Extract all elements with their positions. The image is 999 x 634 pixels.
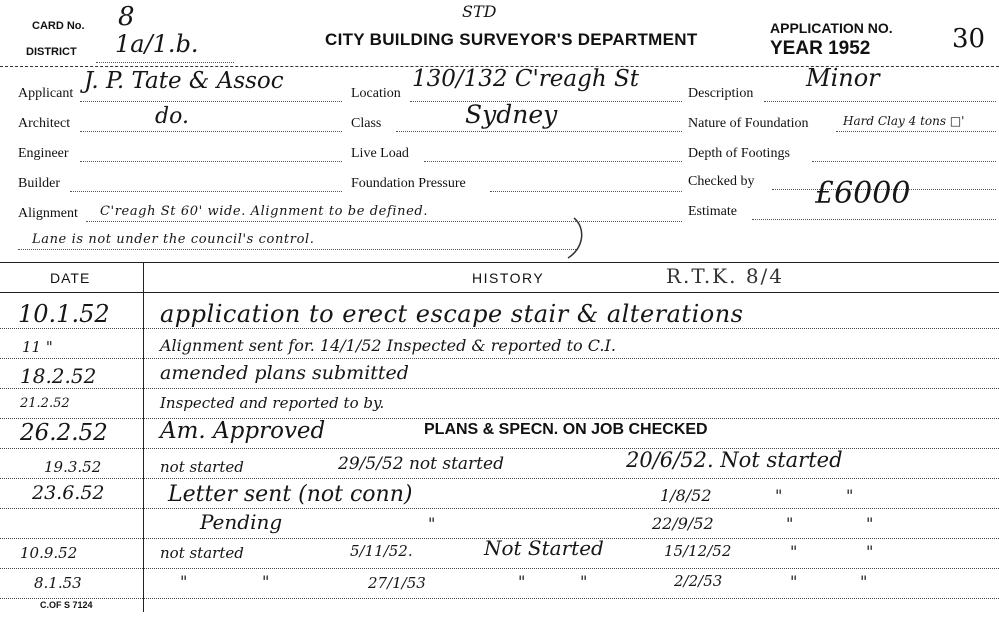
history-ditto: " — [775, 486, 783, 505]
class-label: Class — [351, 116, 382, 131]
estimate-label: Estimate — [688, 204, 737, 219]
history-entry: amended plans submitted — [160, 362, 409, 384]
location-value: 130/132 C'reagh St — [412, 66, 639, 92]
alignment-value: C'reagh St 60' wide. Alignment to be defined. — [100, 204, 429, 219]
history-date: 26.2.52 — [20, 420, 108, 446]
history-date: 10.9.52 — [20, 544, 78, 562]
application-label: APPLICATION NO. — [770, 20, 893, 36]
form-code: C.OF S 7124 — [40, 600, 93, 610]
row-separator — [0, 478, 999, 479]
history-date: 11 " — [22, 338, 53, 356]
year-label: YEAR 1952 — [770, 38, 871, 59]
history-entry: not started — [160, 458, 244, 476]
history-entry: 27/1/53 — [368, 574, 426, 592]
checked-by-value: £6000 — [815, 176, 911, 211]
history-entry: application to erect escape stair & alterations — [160, 300, 744, 328]
district-label: DISTRICT — [26, 46, 77, 58]
nature-dots — [836, 131, 996, 132]
history-entry: 2/2/53 — [674, 572, 723, 590]
history-ditto: " — [790, 572, 798, 591]
estimate-dots — [752, 219, 996, 220]
live-load-label: Live Load — [351, 146, 409, 161]
live-load-dots — [424, 161, 682, 162]
history-date: 21.2.52 — [20, 396, 70, 411]
row-separator — [0, 328, 999, 329]
history-date: 18.2.52 — [20, 364, 97, 388]
applicant-label: Applicant — [18, 86, 74, 101]
card-no-label: CARD No. — [32, 20, 85, 32]
history-date: 23.6.52 — [32, 482, 105, 504]
history-ditto: " — [262, 572, 270, 591]
builder-dots — [70, 191, 342, 192]
applicant-value: J. P. Tate & Assoc — [84, 68, 284, 94]
applicant-dots — [80, 101, 342, 102]
history-ditto: " — [518, 572, 526, 591]
foundation-pressure-label: Foundation Pressure — [351, 176, 466, 191]
architect-value: do. — [155, 104, 189, 129]
history-entry: Letter sent (not conn) — [168, 482, 413, 507]
history-date: 8.1.53 — [34, 574, 82, 592]
history-entry: 1/8/52 — [660, 486, 712, 505]
row-separator — [0, 358, 999, 359]
history-entry: 5/11/52. — [350, 542, 413, 560]
history-entry: 22/9/52 — [652, 514, 714, 533]
date-header: DATE — [50, 270, 91, 286]
builder-label: Builder — [18, 176, 60, 191]
row-separator — [0, 388, 999, 389]
engineer-label: Engineer — [18, 146, 69, 161]
history-ditto: " — [866, 542, 874, 561]
description-label: Description — [688, 86, 754, 101]
description-value: Minor — [806, 64, 880, 92]
row-separator — [0, 508, 999, 509]
location-label: Location — [351, 86, 401, 101]
history-entry: 29/5/52 not started — [338, 454, 504, 474]
history-entry: Pending — [200, 510, 283, 534]
history-ditto: " — [180, 572, 188, 591]
checked-by-label: Checked by — [688, 174, 755, 189]
nature-of-foundation-value: Hard Clay 4 tons □' — [843, 114, 965, 128]
history-entry: Not Started — [484, 536, 604, 560]
row-separator — [0, 598, 999, 599]
approval-stamp: PLANS & SPECN. ON JOB CHECKED — [424, 421, 708, 438]
history-entry: Inspected and reported to by. — [160, 394, 385, 412]
history-header: HISTORY — [472, 270, 545, 286]
foundation-pressure-dots — [490, 191, 682, 192]
architect-dots — [80, 131, 342, 132]
architect-label: Architect — [18, 116, 71, 131]
row-separator — [0, 418, 999, 419]
history-date: 10.1.52 — [18, 300, 110, 328]
alignment-note: Lane is not under the council's control. — [32, 232, 315, 247]
class-value: Sydney — [465, 100, 558, 129]
history-top-rule — [0, 262, 999, 263]
history-ditto: " — [790, 542, 798, 561]
depth-of-footings-label: Depth of Footings — [688, 146, 790, 161]
date-column-divider — [143, 262, 144, 612]
row-separator — [0, 568, 999, 569]
alignment-label: Alignment — [18, 206, 78, 221]
history-entry: Am. Approved — [160, 418, 326, 444]
alignment-note-dots — [18, 249, 578, 250]
department-title: CITY BUILDING SURVEYOR'S DEPARTMENT — [325, 30, 698, 49]
history-entry: Alignment sent for. 14/1/52 Inspected & reported to C.I. — [160, 336, 616, 355]
history-ditto: " — [846, 486, 854, 505]
history-entry: 15/12/52 — [664, 542, 732, 560]
district-underline — [96, 62, 234, 63]
history-ditto: " — [580, 572, 588, 591]
pen-mark — [560, 214, 600, 264]
history-ditto: " — [866, 514, 874, 533]
description-dots — [764, 101, 996, 102]
history-ditto: " — [786, 514, 794, 533]
card-no-value: 8 — [118, 2, 135, 32]
district-value: 1a/1.b. — [115, 30, 199, 58]
application-number: 30 — [952, 24, 986, 54]
history-header-rule — [0, 292, 999, 293]
class-dots — [396, 131, 682, 132]
row-separator — [0, 448, 999, 449]
engineer-dots — [80, 161, 342, 162]
nature-of-foundation-label: Nature of Foundation — [688, 116, 809, 131]
history-entry: 20/6/52. Not started — [626, 448, 843, 472]
top-note: STD — [462, 2, 497, 21]
history-entry: not started — [160, 544, 244, 562]
history-header-note: R.T.K. 8/4 — [666, 264, 785, 288]
history-ditto: " — [428, 514, 436, 533]
depth-dots — [812, 161, 996, 162]
history-date: 19.3.52 — [44, 458, 102, 476]
history-ditto: " — [860, 572, 868, 591]
